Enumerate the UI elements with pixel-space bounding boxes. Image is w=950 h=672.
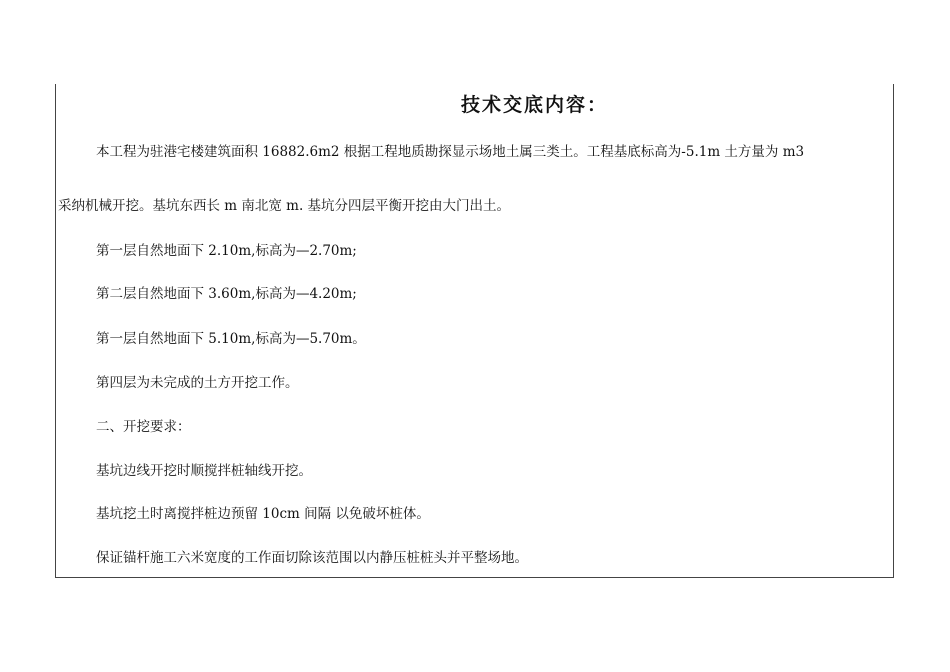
paragraph-line: 基坑挖土时离搅拌桩边预留 10cm 间隔 以免破坏桩体。 — [96, 506, 430, 522]
paragraph-line: 保证锚杆施工六米宽度的工作面切除该范围以内静压桩桩头并平整场地。 — [96, 550, 528, 566]
section-title: 技术交底内容： — [460, 94, 608, 116]
paragraph-line: 本工程为驻港宅楼建筑面积 16882.6m2 根据工程地质勘探显示场地土属三类土。工程基底标高为-5.1m 土方量为 m3 — [96, 144, 805, 160]
paragraph-line: 基坑边线开挖时顺搅拌桩轴线开挖。 — [96, 463, 312, 479]
paragraph-line: 第四层为未完成的土方开挖工作。 — [96, 375, 299, 391]
paragraph-line: 二、开挖要求： — [96, 419, 191, 435]
paragraph-line: 第一层自然地面下 5.10m,标高为—5.70m。 — [96, 331, 366, 347]
paragraph-line: 第一层自然地面下 2.10m,标高为—2.70m; — [96, 243, 357, 259]
paragraph-line: 采纳机械开挖。基坑东西长 m 南北宽 m. 基坑分四层平衡开挖由大门出土。 — [58, 198, 511, 214]
paragraph-line: 第二层自然地面下 3.60m,标高为—4.20m; — [96, 286, 357, 302]
